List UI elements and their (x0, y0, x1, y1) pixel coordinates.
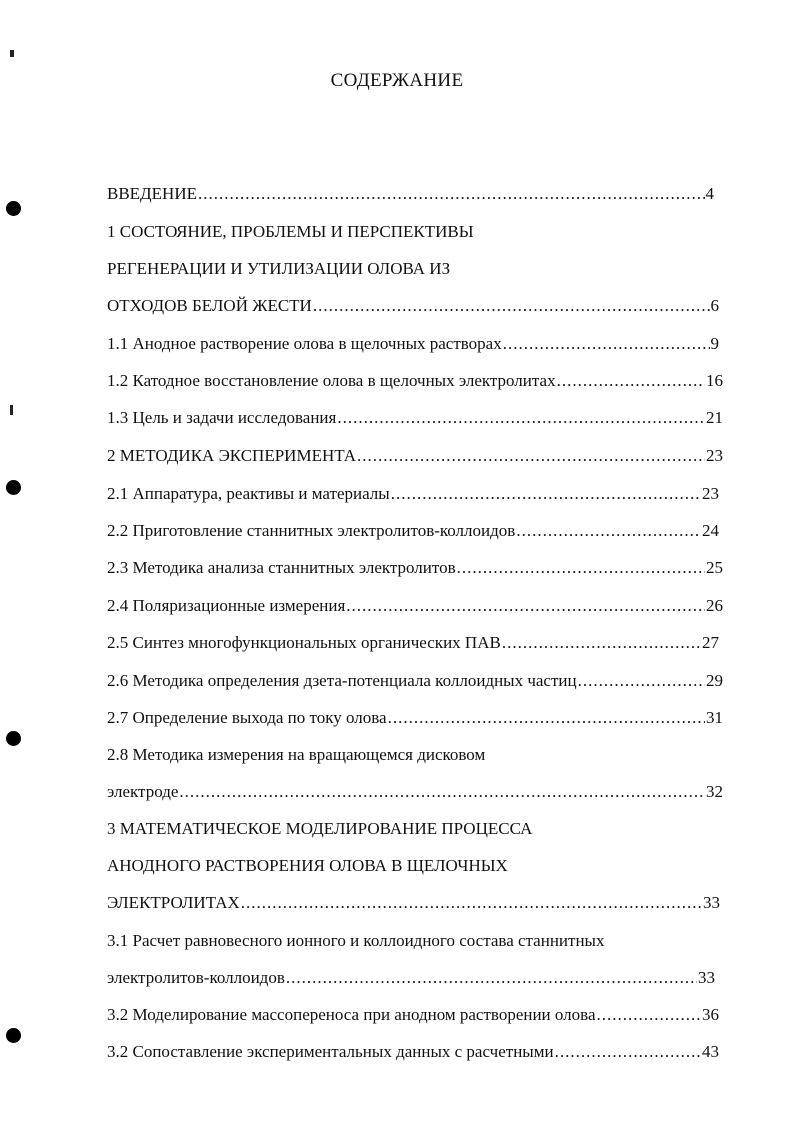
toc-entry-2-1 (107, 483, 719, 505)
toc-entry-2-2 (107, 520, 719, 542)
toc-page-number: 23 (702, 484, 719, 503)
scan-mark-1 (10, 50, 14, 57)
toc-entry-text: 2.7 Определение выхода по току олова (107, 708, 387, 727)
toc-entry-text: 2 МЕТОДИКА ЭКСПЕРИМЕНТА (107, 446, 357, 465)
leader-dots (357, 445, 705, 467)
toc-entry-1-3 (107, 407, 723, 429)
toc-entry-3-2 (107, 1004, 719, 1026)
toc-entry-2-8 (107, 781, 723, 803)
toc-entry-ch1-line1: 1 СОСТОЯНИЕ, ПРОБЛЕМЫ И ПЕРСПЕКТИВЫ (107, 222, 474, 241)
page-title: СОДЕРЖАНИЕ (330, 70, 464, 91)
toc-entry-2-7 (107, 707, 723, 729)
toc-entry-ch2 (107, 445, 723, 467)
toc-entry-text: 2.5 Синтез многофункциональных органических ПАВ (107, 633, 501, 652)
toc-entry-text: 1.3 Цель и задачи исследования (107, 408, 337, 427)
toc-page-number: 32 (706, 782, 723, 801)
leader-dots (337, 407, 705, 429)
leader-dots (557, 370, 705, 392)
toc-page-number: 25 (706, 558, 723, 577)
toc-entry-2-5 (107, 632, 719, 654)
toc-entry-text: 2.2 Приготовление станнитных электролитов-коллоидов (107, 521, 516, 540)
leader-dots (241, 892, 702, 914)
toc-page-number: 6 (710, 296, 719, 315)
leader-dots (503, 333, 710, 355)
toc-page-number: 4 (705, 184, 714, 203)
leader-dots (313, 295, 710, 317)
toc-entry-1-2 (107, 370, 723, 392)
leader-dots (286, 967, 697, 989)
toc-entry-ch1-line2: РЕГЕНЕРАЦИИ И УТИЛИЗАЦИИ ОЛОВА ИЗ (107, 259, 451, 278)
toc-entry-text: 2.1 Аппаратура, реактивы и материалы (107, 484, 390, 503)
toc-page-number: 33 (698, 968, 715, 987)
leader-dots (391, 483, 701, 505)
punch-hole-3 (6, 731, 21, 746)
leader-dots (388, 707, 705, 729)
toc-entry-ch3-line2: АНОДНОГО РАСТВОРЕНИЯ ОЛОВА В ЩЕЛОЧНЫХ (107, 856, 508, 875)
toc-entry-text: 2.3 Методика анализа станнитных электролитов (107, 558, 456, 577)
toc-entry-2-6 (107, 670, 723, 692)
toc-page-number: 9 (710, 334, 719, 353)
toc-page-number: 31 (706, 708, 723, 727)
leader-dots (346, 595, 705, 617)
toc-page-number: 21 (706, 408, 723, 427)
toc-entry-text: ОТХОДОВ БЕЛОЙ ЖЕСТИ (107, 296, 312, 315)
toc-entry-ch1 (107, 295, 719, 317)
toc-page-number: 24 (702, 521, 719, 540)
toc-entry-3-3 (107, 1041, 719, 1063)
toc-entry-ch3 (107, 892, 720, 914)
toc-entry-text: ВВЕДЕНИЕ (107, 184, 197, 203)
leader-dots (578, 670, 705, 692)
toc-entry-2-4 (107, 595, 723, 617)
toc-entry-3-1 (107, 967, 715, 989)
toc-entry-2-8-line1: 2.8 Методика измерения на вращающемся дисковом (107, 745, 486, 764)
toc-entry-intro (107, 183, 714, 205)
toc-page-number: 43 (702, 1042, 719, 1061)
toc-page-number: 36 (702, 1005, 719, 1024)
toc-entry-text: ЭЛЕКТРОЛИТАХ (107, 893, 240, 912)
toc-page-number: 16 (706, 371, 723, 390)
toc-entry-text: 3.2 Моделирование массопереноса при анодном растворении олова (107, 1005, 596, 1024)
toc-entry-text: 2.6 Методика определения дзета-потенциала коллоидных частиц (107, 671, 577, 690)
toc-entry-2-3 (107, 557, 723, 579)
toc-entry-text: 1.2 Катодное восстановление олова в щелочных электролитах (107, 371, 556, 390)
toc-entry-1-1 (107, 333, 719, 355)
toc-page-number: 27 (702, 633, 719, 652)
leader-dots (597, 1004, 701, 1026)
toc-entry-text: 3.2 Сопоставление экспериментальных данных с расчетными (107, 1042, 554, 1061)
leader-dots (555, 1041, 701, 1063)
toc-page-number: 23 (706, 446, 723, 465)
toc-entry-3-1-line1: 3.1 Расчет равновесного ионного и коллоидного состава станнитных (107, 931, 605, 950)
toc-page-number: 33 (703, 893, 720, 912)
punch-hole-2 (6, 480, 21, 495)
toc-page-number: 29 (706, 671, 723, 690)
punch-hole-1 (6, 201, 21, 216)
leader-dots (516, 520, 701, 542)
scan-mark-2 (10, 405, 13, 415)
leader-dots (502, 632, 701, 654)
toc-page-number: 26 (706, 596, 723, 615)
toc-entry-text: 1.1 Анодное растворение олова в щелочных растворах (107, 334, 502, 353)
leader-dots (179, 781, 705, 803)
toc-entry-ch3-line1: 3 МАТЕМАТИЧЕСКОЕ МОДЕЛИРОВАНИЕ ПРОЦЕССА (107, 819, 533, 838)
toc-entry-text: электролитов-коллоидов (107, 968, 285, 987)
toc-entry-text: электроде (107, 782, 179, 801)
punch-hole-4 (6, 1028, 21, 1043)
leader-dots (457, 557, 705, 579)
toc-entry-text: 2.4 Поляризационные измерения (107, 596, 346, 615)
leader-dots (198, 183, 705, 205)
